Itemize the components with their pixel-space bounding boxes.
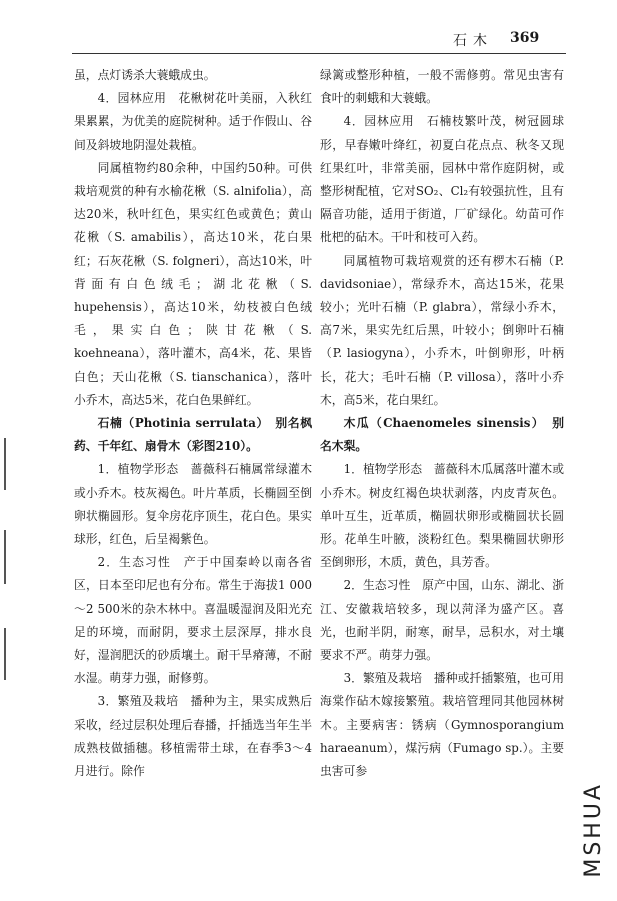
margin-bar-2 xyxy=(4,530,6,584)
paragraph: 绿篱或整形种植，一般不需修剪。常见虫害有食叶的刺蛾和大蓑蛾。 xyxy=(320,68,564,106)
margin-bar-1 xyxy=(4,438,6,490)
right-column xyxy=(320,64,564,783)
paragraph: 2．生态习性 产于中国秦岭以南各省区，日本至印尼也有分布。常生于海拔1 000～2 500米的杂木林中。喜温暖湿润及阳光充足的环境，而耐阴，要求土层深厚，排水良好，湿润肥沃的砂质壤土。耐干旱瘠薄，不耐水湿。萌芽力强，耐修剪。 xyxy=(74,555,312,686)
running-head: 石木 xyxy=(453,33,493,49)
header-rule xyxy=(72,53,566,54)
paragraph: 虽，点灯诱杀大蓑蛾成虫。 xyxy=(74,68,216,82)
left-column xyxy=(74,64,312,783)
paragraph: 2．生态习性 原产中国，山东、湖北、浙江、安徽栽培较多，现以菏泽为盛产区。喜光，也耐半阴，耐寒，耐旱，忌积水，对土壤要求不严。萌芽力强。 xyxy=(320,578,564,663)
entry-heading: 木瓜（Chaenomeles sinensis） 别名木梨。 xyxy=(320,416,564,454)
paragraph: 4．园林应用 石楠枝繁叶茂，树冠圆球形，早春嫩叶绛红，初夏白花点点、秋冬又现红果红叶，非常美丽，园林中常作庭阴树，或整形树配植，它对SO₂、Cl₂有较强抗性，且有隔音功能，适用于街道，厂矿绿化。幼苗可作枇杷的砧木。干叶和枝可入药。 xyxy=(320,114,564,245)
paragraph: 1．植物学形态 蔷薇科木瓜属落叶灌木或小乔木。树皮红褐色块状剥落，内皮青灰色。单叶互生，近革质，椭圆状卵形或椭圆状长圆形。花单生叶腋，淡粉红色。梨果椭圆状卵形至倒卵形，木质，黄色，具芳香。 xyxy=(320,462,564,570)
paragraph: 4．园林应用 花楸树花叶美丽，入秋红果累累，为优美的庭院树种。适于作假山、谷间及斜坡地阴湿处栽植。 xyxy=(74,91,312,152)
paragraph: 3．繁殖及栽培 播种或扦插繁殖，也可用海棠作砧木嫁接繁殖。栽培管理同其他园林树木。主要病害：锈病（Gymnosporangium haraeanum），煤污病（Fumago sp.）。主要虫害可参 xyxy=(320,671,564,779)
page-number: 369 xyxy=(510,30,540,46)
paragraph: 1．植物学形态 蔷薇科石楠属常绿灌木或小乔木。枝灰褐色。叶片革质，长椭圆至倒卵状椭圆形。复伞房花序顶生，花白色。果实球形，红色，后呈褐紫色。 xyxy=(74,462,312,547)
entry-heading: 石楠（Photinia serrulata） 别名枫药、千年红、扇骨木（彩图210）。 xyxy=(74,416,312,454)
margin-bar-3 xyxy=(4,628,6,680)
paragraph: 同属植物可栽培观赏的还有椤木石楠（P. davidsoniae），常绿乔木，高达15米，花果较小；光叶石楠（P. glabra），常绿小乔木，高7米，果实先红后黑，叶较小；倒卵叶石楠（P. lasiogyna），小乔木，叶倒卵形，叶柄长，花大；毛叶石楠（P. villosa），落叶小乔木，高5米，花白果红。 xyxy=(320,253,564,407)
paragraph: 同属植物约80余种，中国约50种。可供栽培观赏的种有水榆花楸（S. alnifolia），高达20米，秋叶红色，果实红色或黄色；黄山花楸（S. amabilis），高达10米，花白果红；石灰花楸（S. folgneri），高达10米，叶背面有白色绒毛；湖北花楸（S. hupehensis），高达10米，幼枝被白色绒毛，果实白色；陕甘花楸（S. koehneana），落叶灌木，高4米，花、果皆白色；天山花楸（S. tianschanica），落叶小乔木，高达5米，花白色果鲜红。 xyxy=(74,160,312,407)
paragraph: 3．繁殖及栽培 播种为主，果实成熟后采收，经过层积处理后春播，扦插选当年生半成熟枝做插穗。移植需带土球，在春季3～4月进行。除作 xyxy=(74,694,312,779)
watermark: MSHUA xyxy=(581,782,606,878)
